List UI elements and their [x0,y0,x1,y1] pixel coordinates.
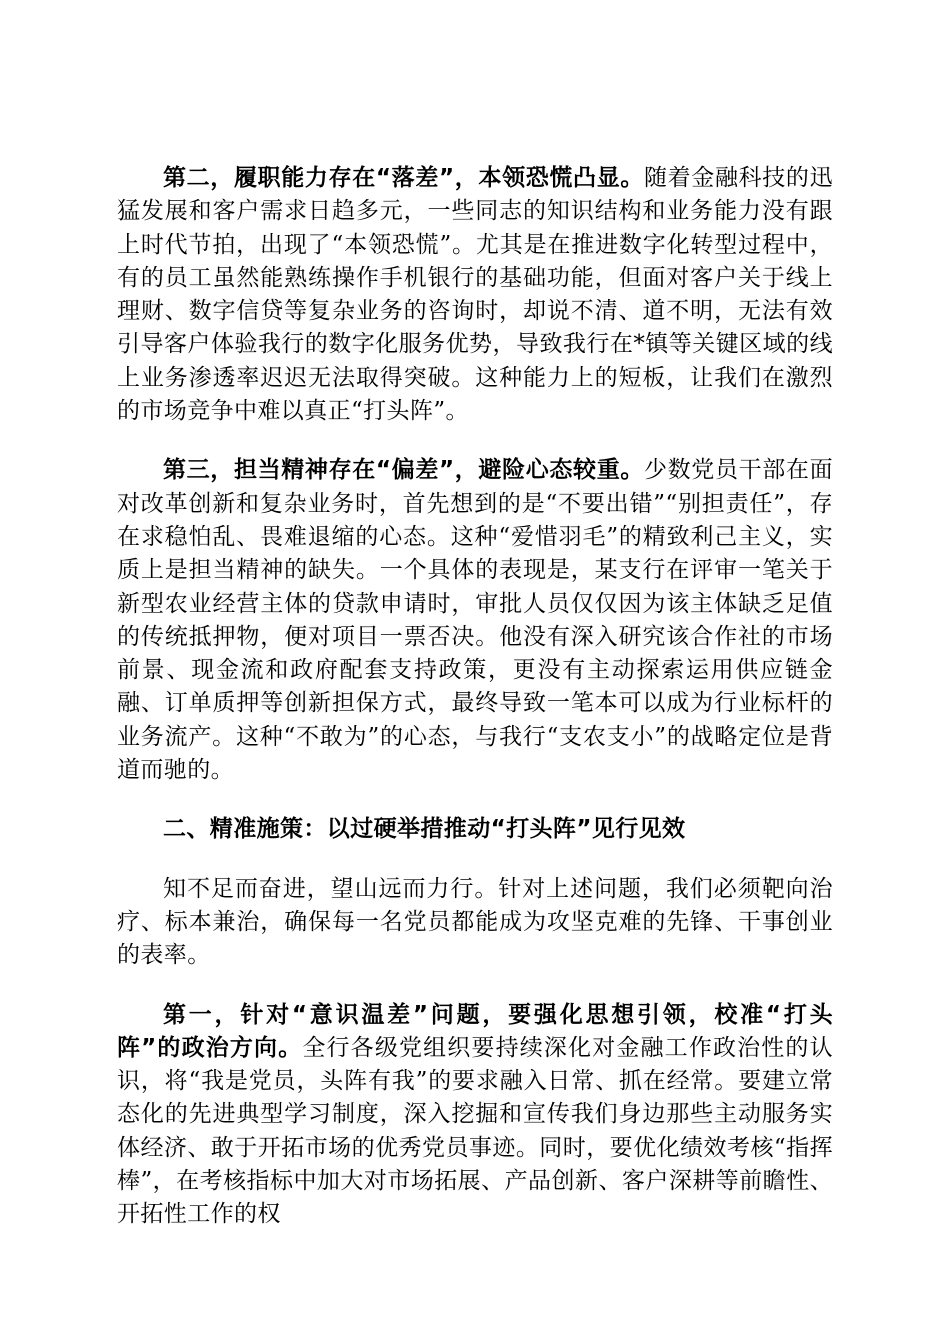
paragraph-lead: 第二，履职能力存在“落差”，本领恐慌凸显。 [163,165,644,191]
paragraph-body: 随着金融科技的迅猛发展和客户需求日趋多元，一些同志的知识结构和业务能力没有跟上时代节拍，出现了“本领恐慌”。尤其是在推进数字化转型过程中，有的员工虽然能熟练操作手机银行的基础功能，但面对客户关于线上理财、数字信贷等复杂业务的咨询时，却说不清、道不明，无法有效引导客户体验我行的数字化服务优势，导致我行在*镇等关键区域的线上业务渗透率迟迟无法取得突破。这种能力上的短板，让我们在激烈的市场竞争中难以真正“打头阵”。 [117,165,833,425]
paragraph-responsibility-gap [117,454,833,787]
paragraph-body: 全行各级党组织要持续深化对金融工作政治性的认识，将“我是党员，头阵有我”的要求融入日常、抓在经常。要建立常态化的先进典型学习制度，深入挖掘和宣传我们身边那些主动服务实体经济、敢于开拓市场的优秀党员事迹。同时，要优化绩效考核“指挥棒”，在考核指标中加大对市场拓展、产品创新、客户深耕等前瞻性、开拓性工作的权 [117,1034,833,1228]
paragraph-lead: 第一，针对“意识温差”问题，要强化思想引领，校准“打头阵”的政治方向。 [117,1001,833,1061]
section-heading: 二、精准施策：以过硬举措推动“打头阵”见行见效 [163,816,686,843]
paragraph-spacer [117,973,833,999]
paragraph-measure-one [117,999,833,1232]
paragraph-spacer [117,787,833,813]
paragraph-body: 少数党员干部在面对改革创新和复杂业务时，首先想到的是“不要出错”“别担责任”，存在求稳怕乱、畏难退缩的心态。这种“爱惜羽毛”的精致利己主义，实质上是担当精神的缺失。一个具体的表现是，某支行在评审一笔关于新型农业经营主体的贷款申请时，审批人员仅仅因为该主体缺乏足值的传统抵押物，便对项目一票否决。他没有深入研究该合作社的市场前景、现金流和政府配套支持政策，更没有主动探索运用供应链金融、订单质押等创新担保方式，最终导致一笔本可以成为行业标杆的业务流产。这种“不敢为”的心态，与我行“支农支小”的战略定位是背道而驰的。 [117,457,833,784]
paragraph-capability-gap [117,162,833,428]
paragraph-spacer [117,428,833,454]
paragraph-lead: 第三，担当精神存在“偏差”，避险心态较重。 [163,457,644,484]
document-page [117,162,833,1232]
paragraph-intro: 知不足而奋进，望山远而力行。针对上述问题，我们必须靶向治疗、标本兼治，确保每一名党员都能成为攻坚克难的先锋、干事创业的表率。 [117,875,833,969]
paragraph-spacer [117,847,833,873]
